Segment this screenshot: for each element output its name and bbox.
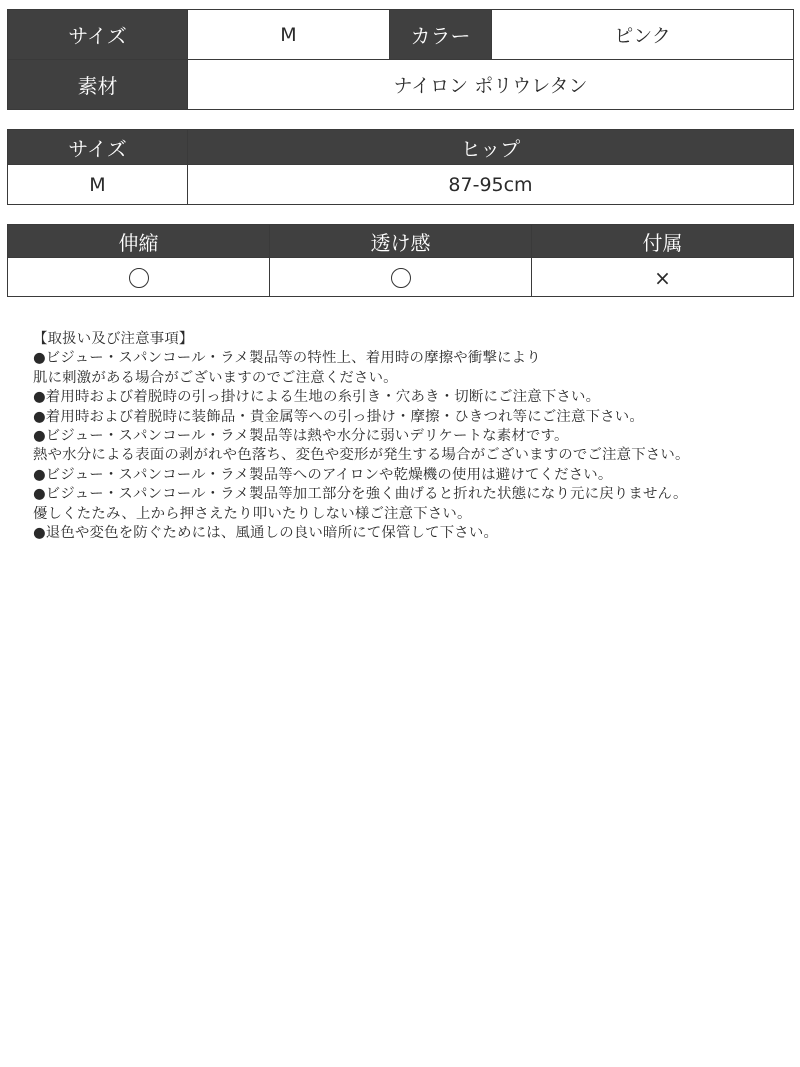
notes-line: ●ビジュー・スパンコール・ラメ製品等へのアイロンや乾燥機の使用は避けてください。 (33, 466, 613, 483)
care-instructions (33, 330, 793, 543)
circle-icon (391, 268, 411, 288)
size-label: サイズ (8, 10, 188, 60)
notes-line: ●着用時および着脱時の引っ掛けによる生地の糸引き・穴あき・切断にご注意下さい。 (33, 389, 601, 406)
material-value: ナイロン ポリウレタン (188, 60, 794, 110)
accessories-header: 付属 (532, 225, 794, 258)
accessories-value (532, 258, 794, 297)
size-value: M (188, 10, 390, 60)
feature-table (7, 224, 794, 297)
notes-line: 優しくたたみ、上から押さえたり叩いたりしない様ご注意下さい。 (33, 505, 472, 522)
notes-line: ●着用時および着脱時に装飾品・貴金属等への引っ掛け・摩擦・ひきつれ等にご注意下さい。 (33, 408, 644, 425)
color-label: カラー (390, 10, 492, 60)
sheerness-value (270, 258, 532, 297)
stretch-value (8, 258, 270, 297)
cross-icon: × (654, 265, 671, 290)
material-label: 素材 (8, 60, 188, 110)
notes-line: ●ビジュー・スパンコール・ラメ製品等の特性上、着用時の摩擦や衝撃により (33, 350, 541, 367)
stretch-header: 伸縮 (8, 225, 270, 258)
notes-title: 【取扱い及び注意事項】 (33, 331, 194, 347)
sheerness-header: 透け感 (270, 225, 532, 258)
hip-value: 87-95cm (188, 165, 794, 205)
notes-line: ●ビジュー・スパンコール・ラメ製品等は熱や水分に弱いデリケートな素材です。 (33, 428, 569, 445)
notes-line: 熱や水分による表面の剥がれや色落ち、変色や変形が発生する場合がございますのでご注意下さい。 (33, 447, 690, 464)
hip-header: ヒップ (188, 130, 794, 165)
notes-line: 肌に刺激がある場合がございますのでご注意ください。 (33, 369, 398, 386)
size-value: M (8, 165, 188, 205)
size-measurement-table (7, 129, 794, 205)
notes-line: ●退色や変色を防ぐためには、風通しの良い暗所にて保管して下さい。 (33, 525, 499, 542)
color-value: ピンク (492, 10, 794, 60)
circle-icon (129, 268, 149, 288)
notes-line: ●ビジュー・スパンコール・ラメ製品等加工部分を強く曲げると折れた状態になり元に戻りません。 (33, 486, 688, 503)
size-header: サイズ (8, 130, 188, 165)
product-info-table (7, 9, 794, 110)
